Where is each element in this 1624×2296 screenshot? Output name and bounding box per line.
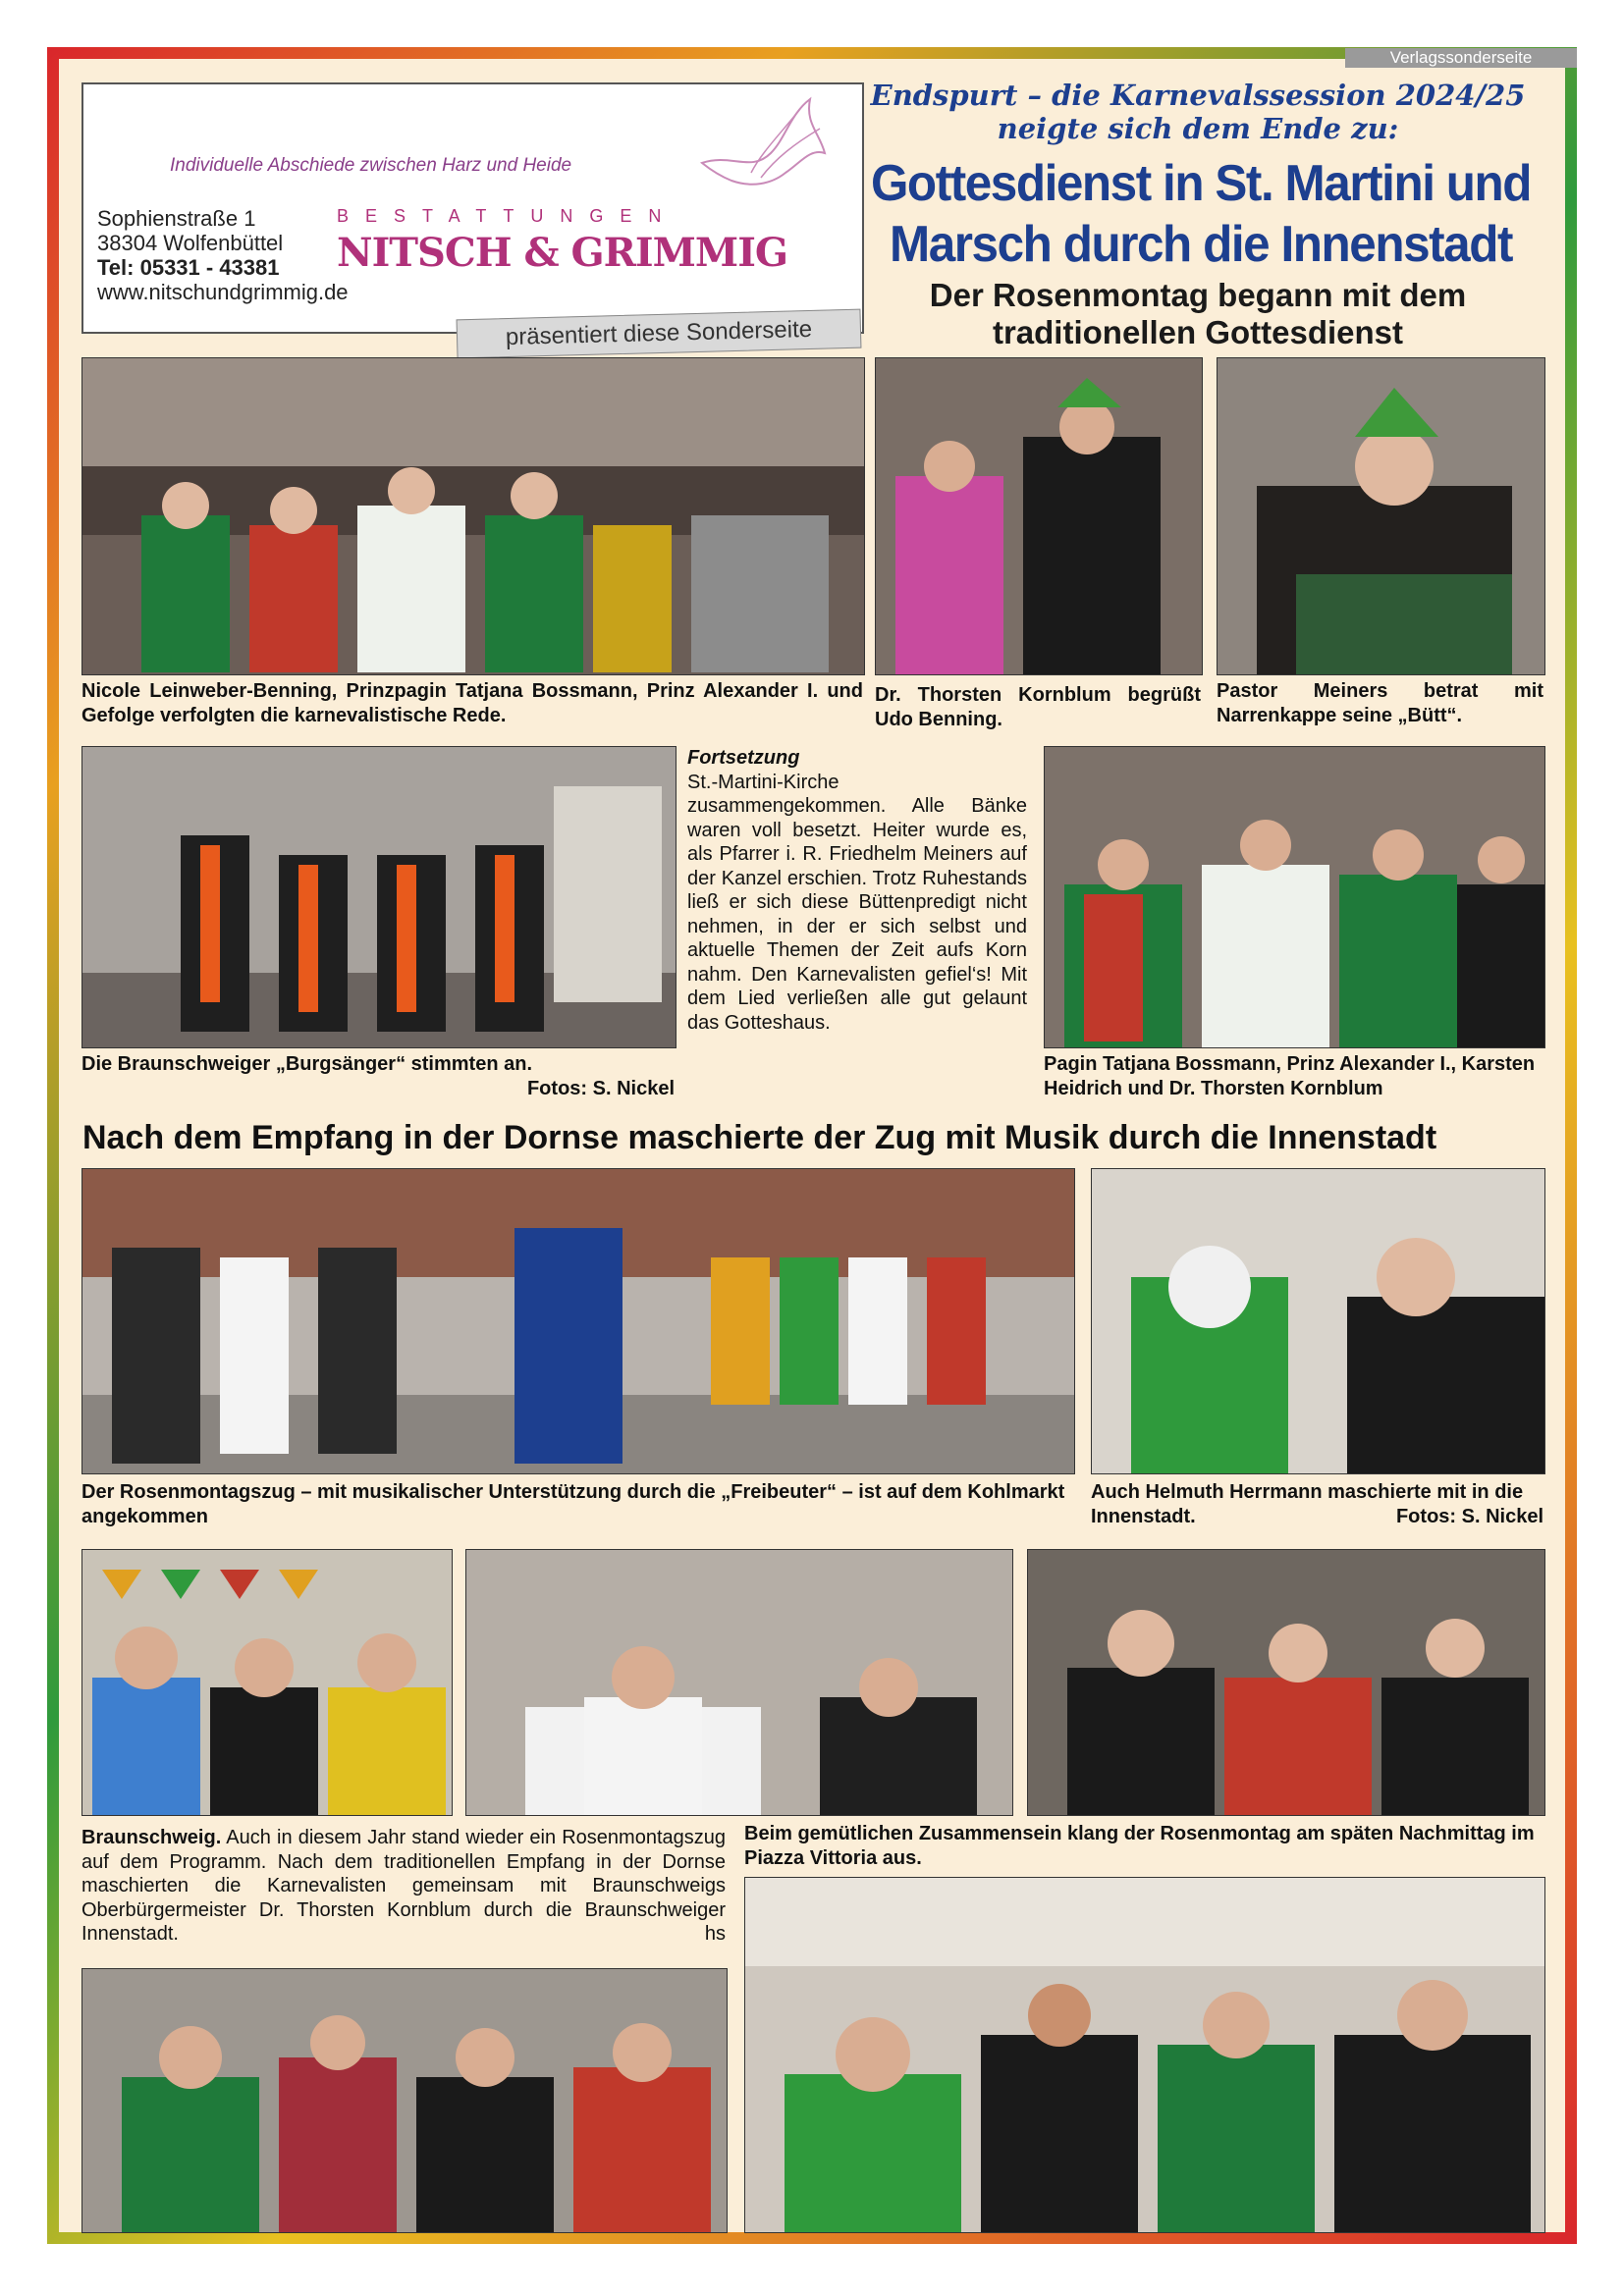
ad-brand: NITSCH & GRIMMIG: [337, 230, 788, 276]
intro-author: hs: [704, 1923, 726, 1945]
photo-piazza-vittoria: [744, 1877, 1545, 2233]
section-heading: Nach dem Empfang in der Dornse maschierte der Zug mit Musik durch die Innenstadt: [82, 1119, 1437, 1156]
caption-kohlmarkt: Der Rosenmontagszug – mit musikalischer Unterstützung durch die „Freibeuter“ – ist auf dem Kohlmarkt angekommen: [81, 1481, 1065, 1527]
article-text: [687, 746, 1027, 1035]
kicker: [854, 79, 1542, 145]
headline-line-2: Marsch durch die Innenstadt: [889, 216, 1513, 273]
photo-burgsaenger: [81, 746, 677, 1048]
subhead-line-2: traditionellen Gottesdienst: [992, 314, 1404, 350]
caption-burgsaenger-text: Die Braunschweiger „Burgsänger“ stimmten an.: [81, 1053, 533, 1075]
caption-pastor: Pastor Meiners betrat mit Narrenkappe seine „Bütt“.: [1217, 680, 1543, 726]
kicker-line-2: neigte sich dem Ende zu:: [997, 112, 1399, 145]
photo-helmuth-herrmann: [1091, 1168, 1545, 1474]
photo-group-bottom-left: [81, 1968, 728, 2233]
ad-city: 38304 Wolfenbüttel: [97, 231, 284, 255]
caption-helmuth-text: Auch Helmuth Herrmann maschierte mit in die Innenstadt.: [1091, 1481, 1524, 1527]
ad-address: [97, 206, 349, 304]
photo-church-audience: [81, 357, 865, 675]
header-label: Verlagssonderseite: [1345, 48, 1577, 68]
photo-singer: [1027, 1549, 1545, 1816]
headline-line-1: Gottesdienst in St. Martini und: [870, 155, 1532, 212]
caption-helmuth-herrmann: [1091, 1480, 1543, 1529]
photo-greeting: [875, 357, 1203, 675]
photo-three-men: [81, 1549, 453, 1816]
photo-kohlmarkt: [81, 1168, 1075, 1474]
headline: [860, 153, 1542, 275]
photo-table-group: [465, 1549, 1013, 1816]
photo-credit-2: Fotos: S. Nickel: [1395, 1506, 1543, 1527]
photo-prince-pagin: [1044, 746, 1545, 1048]
intro-body: Auch in diesem Jahr stand wieder ein Rosenmontagszug auf dem Programm. Nach dem traditionellen Empfang in der Dornse maschierten die Karnevalisten gemeinsam mit Braunschweigs Oberbürgermeister Dr. Thorsten Kornblum durch die Braunschweiger Innenstadt.: [81, 1827, 727, 1945]
ad-slogan: Individuelle Abschiede zwischen Harz und Heide: [170, 155, 572, 176]
ad-bestattungen: BESTATTUNGEN: [337, 206, 678, 226]
photo-pastor: [1217, 357, 1545, 675]
caption-piazza: Beim gemütlichen Zusammensein klang der Rosenmontag am späten Nachmittag im Piazza Vittoria aus.: [744, 1823, 1535, 1869]
intro-text: [81, 1826, 726, 1947]
advertisement: [81, 82, 864, 334]
kicker-line-1: Endspurt – die Karnevalssession 2024/25: [870, 79, 1526, 112]
caption-audience: Nicole Leinweber-Benning, Prinzpagin Tatjana Bossmann, Prinz Alexander I. und Gefolge verfolgten die karnevalistische Rede.: [81, 680, 863, 726]
article-body: St.-Martini-Kirche zusammengekommen. Alle Bänke waren voll besetzt. Heiter wurde es, als Pfarrer i. R. Friedhelm Meiners auf der Kanzel erschien. Trotz Ruhestands ließ er sich diese Büttenpredigt nicht nehmen, in der er sich selbst und aktuelle Themen der Zeit aufs Korn nahm. Den Karnevalisten gefiel‘s! Mit dem Lied verließen alle gut gelaunt das Gotteshaus.: [687, 771, 1027, 1034]
presents-banner: präsentiert diese Sonderseite: [457, 309, 862, 359]
caption-greeting: Dr. Thorsten Kornblum begrüßt Udo Benning.: [875, 684, 1201, 730]
caption-burgsaenger: [81, 1052, 675, 1101]
caption-prince-pagin: Pagin Tatjana Bossmann, Prinz Alexander I., Karsten Heidrich und Dr. Thorsten Kornblum: [1044, 1053, 1536, 1099]
intro-place: Braunschweig.: [81, 1827, 222, 1848]
ad-street: Sophienstraße 1: [97, 206, 256, 231]
photo-credit: Fotos: S. Nickel: [526, 1078, 675, 1099]
subhead-line-1: Der Rosenmontag begann mit dem: [929, 277, 1467, 313]
article-continued-label: Fortsetzung: [687, 747, 800, 769]
ad-web: www.nitschundgrimmig.de: [97, 280, 349, 304]
dove-logo-icon: [692, 94, 830, 212]
subheadline: [854, 277, 1542, 351]
ad-phone: Tel: 05331 - 43381: [97, 255, 280, 280]
